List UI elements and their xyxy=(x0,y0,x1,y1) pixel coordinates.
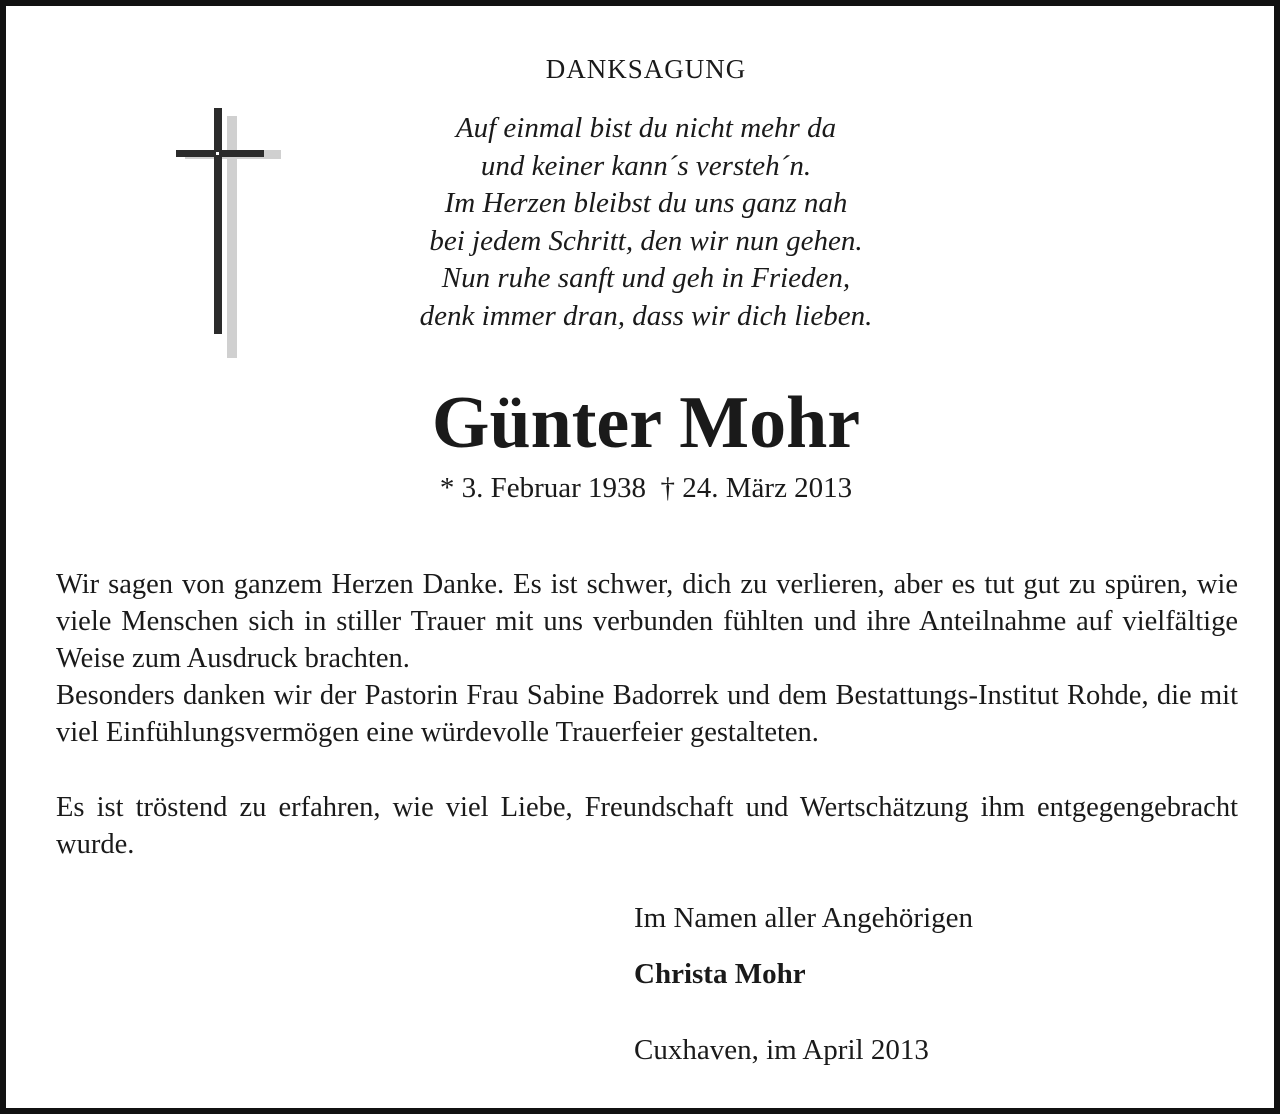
poem-line: denk immer dran, dass wir dich lieben. xyxy=(419,299,873,332)
poem-line: und keiner kann´s versteh´n. xyxy=(480,149,812,182)
notice-heading: DANKSAGUNG xyxy=(545,54,747,84)
thanks-paragraph xyxy=(56,566,1238,751)
closing-line: Im Namen aller Angehörigen xyxy=(634,902,974,934)
thanks-text: Wir sagen von ganzem Herzen Danke. Es ist schwer, dich zu verlieren, aber es tut gut zu spüren, wie viele Menschen sich in stiller Trauer mit uns verbunden fühlten und ihre Anteilnahme auf vielfältige Weise zum Ausdruck brachten. xyxy=(56,569,1238,674)
signature: Christa Mohr xyxy=(634,958,806,990)
life-dates: * 3. Februar 1938 † 24. März 2013 xyxy=(439,472,853,504)
comfort-paragraph: Es ist tröstend zu erfahren, wie viel Liebe, Freundschaft und Wertschätzung ihm entgegengebracht wurde. xyxy=(56,792,1238,860)
poem xyxy=(6,110,1280,335)
poem-line: bei jedem Schritt, den wir nun gehen. xyxy=(429,224,863,257)
thanks-text-special: Besonders danken wir der Pastorin Frau Sabine Badorrek und dem Bestattungs-Institut Rohde, die mit viel Einfühlungsvermögen eine würdevolle Trauerfeier gestalteten. xyxy=(56,680,1238,748)
poem-line: Nun ruhe sanft und geh in Frieden, xyxy=(441,262,851,294)
poem-line: Im Herzen bleibst du uns ganz nah xyxy=(444,187,848,219)
poem-line: Auf einmal bist du nicht mehr da xyxy=(455,112,837,144)
deceased-name: Günter Mohr xyxy=(431,382,861,464)
place-date: Cuxhaven, im April 2013 xyxy=(634,1034,929,1066)
